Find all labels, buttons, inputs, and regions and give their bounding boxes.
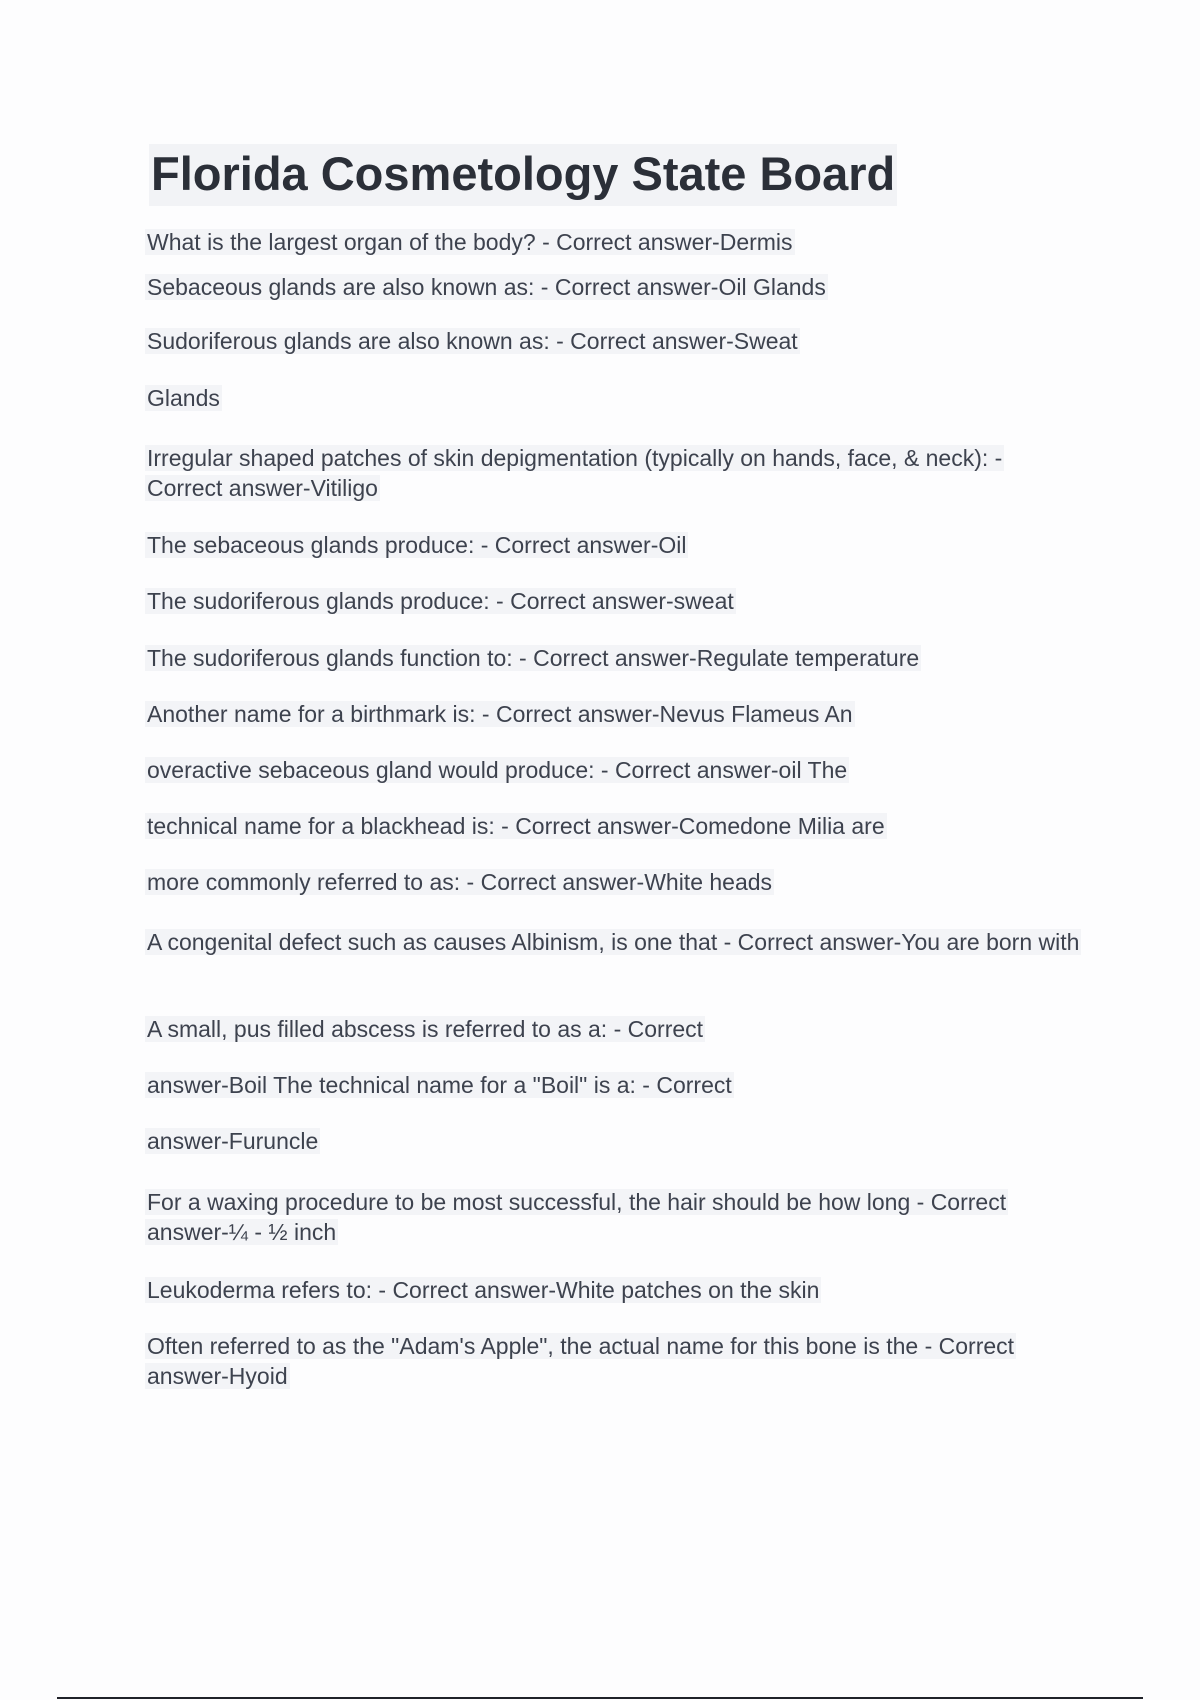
qa-line <box>145 443 1045 503</box>
qa-text: Leukoderma refers to: - Correct answer-White patches on the skin <box>147 1277 820 1303</box>
qa-line <box>145 272 828 302</box>
qa-text: Irregular shaped patches of skin depigmentation (typically on hands, face, & neck): - Correct answer-Vitiligo <box>147 445 1003 501</box>
qa-line <box>145 1126 320 1156</box>
qa-text: Another name for a birthmark is: - Correct answer-Nevus Flameus An <box>147 701 853 727</box>
qa-text: A small, pus filled abscess is referred to as a: - Correct <box>147 1016 704 1042</box>
qa-text: Often referred to as the "Adam's Apple", the actual name for this bone is the - Correct answer-Hyoid <box>147 1333 1015 1389</box>
qa-line <box>145 227 795 257</box>
page-title: Florida Cosmetology State Board <box>149 144 897 206</box>
qa-line <box>145 326 800 356</box>
qa-text: The sebaceous glands produce: - Correct answer-Oil <box>147 532 687 558</box>
qa-line <box>145 1187 1080 1247</box>
qa-line <box>145 383 222 413</box>
qa-text: Sebaceous glands are also known as: - Correct answer-Oil Glands <box>147 274 826 300</box>
qa-text: The sudoriferous glands function to: - Correct answer-Regulate temperature <box>147 645 920 671</box>
qa-line <box>145 811 887 841</box>
qa-text: more commonly referred to as: - Correct answer-White heads <box>147 869 773 895</box>
qa-line <box>145 1070 734 1100</box>
qa-line <box>145 1014 705 1044</box>
qa-text: answer-Furuncle <box>147 1128 319 1154</box>
qa-text: answer-Boil The technical name for a "Boil" is a: - Correct <box>147 1072 732 1098</box>
qa-line <box>145 530 688 560</box>
qa-line <box>145 586 736 616</box>
qa-text: A congenital defect such as causes Albinism, is one that - Correct answer-You are born with <box>147 929 1080 955</box>
qa-text: Sudoriferous glands are also known as: - Correct answer-Sweat <box>147 328 798 354</box>
qa-text: Glands <box>147 385 220 411</box>
qa-line <box>145 1331 1090 1391</box>
qa-text: What is the largest organ of the body? - Correct answer-Dermis <box>147 229 793 255</box>
qa-line <box>145 699 855 729</box>
qa-text: overactive sebaceous gland would produce: - Correct answer-oil The <box>147 757 848 783</box>
qa-line <box>145 927 1095 957</box>
qa-line <box>145 1275 821 1305</box>
qa-line <box>145 867 774 897</box>
qa-text: technical name for a blackhead is: - Correct answer-Comedone Milia are <box>147 813 885 839</box>
qa-text: For a waxing procedure to be most successful, the hair should be how long - Correct answer-¼ - ½ inch <box>147 1189 1007 1245</box>
qa-line <box>145 643 921 673</box>
qa-line <box>145 755 849 785</box>
qa-text: The sudoriferous glands produce: - Correct answer-sweat <box>147 588 734 614</box>
footer-divider <box>57 1697 1143 1699</box>
